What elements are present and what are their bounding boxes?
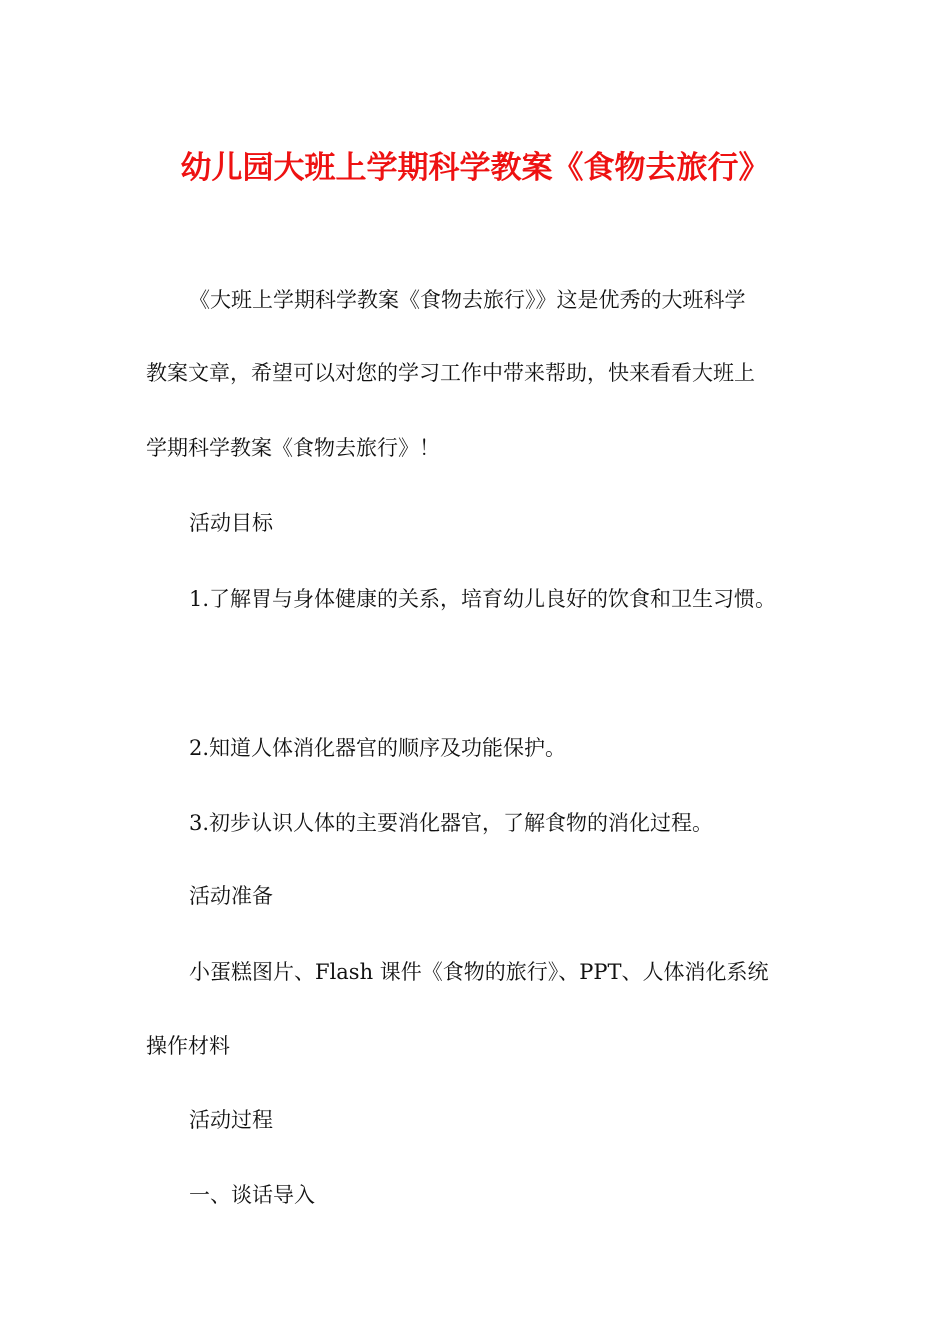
intro-line-1: 《大班上学期科学教案《食物去旅行》》这是优秀的大班科学 (189, 288, 746, 312)
intro-line-3: 学期科学教案《食物去旅行》！ (146, 436, 440, 460)
section-heading-prep: 活动准备 (189, 884, 273, 908)
prep-line-2: 操作材料 (146, 1034, 230, 1058)
goal-item-1: 1.了解胃与身体健康的关系，培育幼儿良好的饮食和卫生习惯。 (189, 587, 777, 611)
prep-line-1: 小蛋糕图片、Flash 课件《食物的旅行》、PPT、人体消化系统 (189, 960, 769, 984)
goal-item-3: 3.初步认识人体的主要消化器官，了解食物的消化过程。 (189, 811, 714, 835)
document-title: 幼儿园大班上学期科学教案《食物去旅行》 (180, 150, 770, 186)
section-heading-goals: 活动目标 (189, 511, 273, 535)
process-step-1: 一、谈话导入 (189, 1183, 315, 1207)
goal-item-2: 2.知道人体消化器官的顺序及功能保护。 (189, 736, 567, 760)
intro-line-2: 教案文章，希望可以对您的学习工作中带来帮助，快来看看大班上 (146, 361, 755, 385)
section-heading-process: 活动过程 (189, 1108, 273, 1132)
